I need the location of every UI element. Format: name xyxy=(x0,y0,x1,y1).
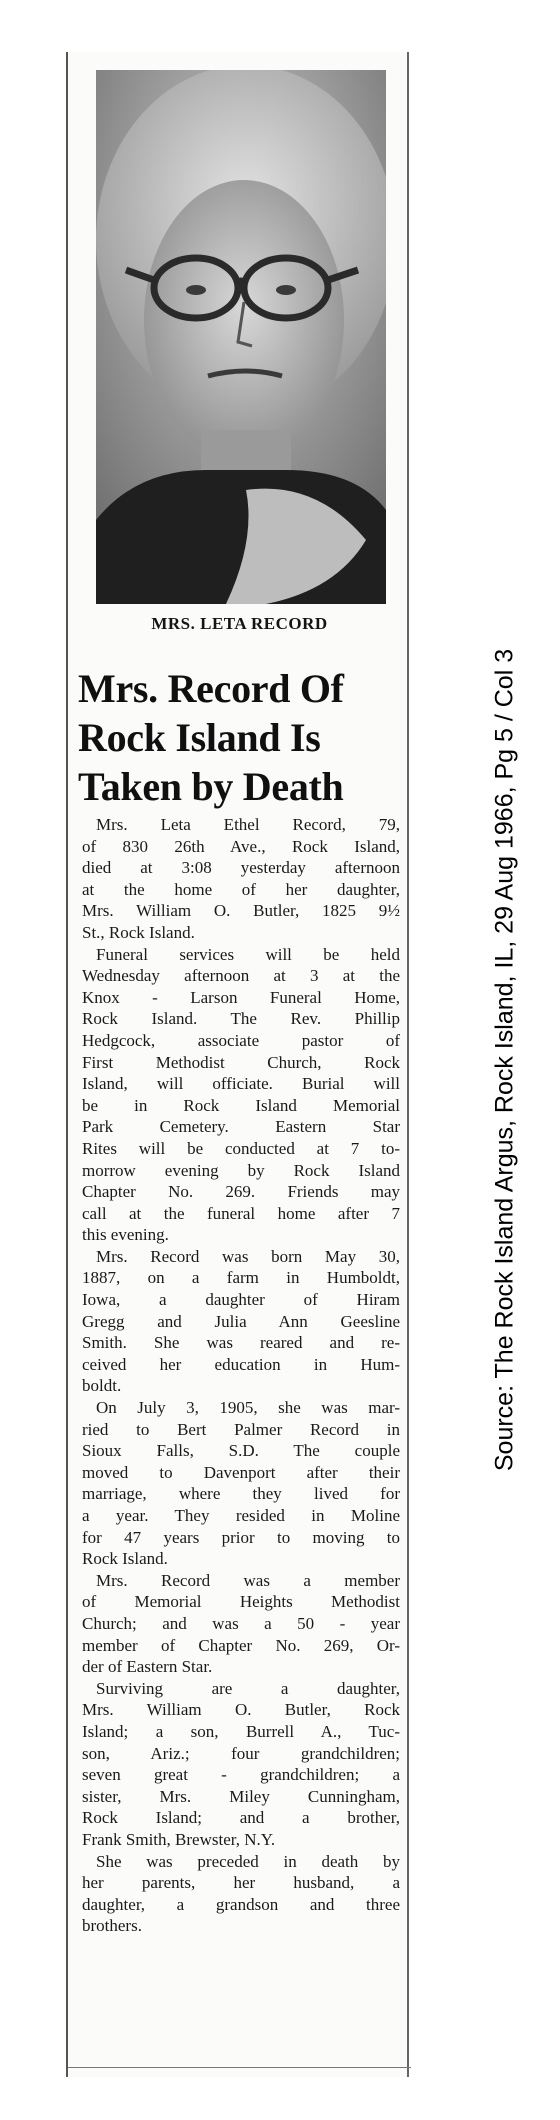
portrait-photo xyxy=(96,70,386,604)
article-line: this evening. xyxy=(82,1225,169,1245)
article-line: On July 3, 1905, she was mar- xyxy=(96,1398,400,1418)
article-line: seven great - grandchildren; a xyxy=(82,1765,400,1785)
article-line: Gregg and Julia Ann Geesline xyxy=(82,1311,400,1331)
article-line: Frank Smith, Brewster, N.Y. xyxy=(82,1829,276,1849)
article-line: ried to Bert Palmer Record in xyxy=(82,1419,400,1439)
headline-line: Mrs. Record Of xyxy=(78,666,344,711)
article-paragraph xyxy=(82,944,400,1246)
article-line: ceived her education in Hum- xyxy=(82,1354,400,1374)
article-paragraph xyxy=(82,1851,400,1937)
article-line: Mrs. Leta Ethel Record, 79, xyxy=(96,815,400,834)
article-line: Rock Island. The Rev. Phillip xyxy=(82,1009,400,1029)
article-line: First Methodist Church, Rock xyxy=(82,1052,400,1072)
article-line: Hedgcock, associate pastor of xyxy=(82,1030,400,1050)
article-paragraph xyxy=(82,1678,400,1851)
article-line: Knox - Larson Funeral Home, xyxy=(82,987,400,1007)
article-paragraph xyxy=(82,814,400,944)
article-line: daughter, a grandson and three xyxy=(82,1894,400,1914)
photo-caption: MRS. LETA RECORD xyxy=(151,614,328,633)
article-line: her parents, her husband, a xyxy=(82,1873,400,1893)
article-line: der of Eastern Star. xyxy=(82,1657,213,1677)
article-line: brothers. xyxy=(82,1916,142,1936)
article-paragraph xyxy=(82,1397,400,1570)
article-line: Wednesday afternoon at 3 at the xyxy=(82,966,400,986)
article-line: Island; a son, Burrell A., Tuc- xyxy=(82,1721,400,1741)
article-line: marriage, where they lived for xyxy=(82,1484,400,1504)
article-line: sister, Mrs. Miley Cunningham, xyxy=(82,1786,400,1806)
article-line: call at the funeral home after 7 xyxy=(82,1203,400,1223)
article-body xyxy=(82,814,400,1937)
article-line: be in Rock Island Memorial xyxy=(82,1095,400,1115)
article-line: Rock Island; and a brother, xyxy=(82,1808,400,1828)
article-paragraph xyxy=(82,1246,400,1397)
article-line: died at 3:08 yesterday afternoon xyxy=(82,858,400,878)
article-line: at the home of her daughter, xyxy=(82,879,400,899)
article-line: St., Rock Island. xyxy=(82,922,195,942)
newspaper-clipping xyxy=(66,52,409,2077)
article-line: Funeral services will be held xyxy=(96,944,400,964)
article-line: Sioux Falls, S.D. The couple xyxy=(82,1441,400,1461)
article-line: Island, will officiate. Burial will xyxy=(82,1074,400,1094)
headline xyxy=(78,664,408,811)
article-line: a year. They resided in Moline xyxy=(82,1506,400,1525)
article-line: She was preceded in death by xyxy=(96,1851,400,1871)
clipping-bottom-rule xyxy=(68,2067,411,2068)
headline-line: Rock Island Is xyxy=(78,715,321,760)
source-citation: Source: The Rock Island Argus, Rock Island, IL, 29 Aug 1966, Pg 5 / Col 3 xyxy=(490,648,519,1472)
article-line: for 47 years prior to moving to xyxy=(82,1527,400,1547)
article-line: Mrs. Record was a member xyxy=(96,1570,400,1590)
article-line: 1887, on a farm in Humboldt, xyxy=(82,1268,400,1288)
article-paragraph xyxy=(82,1570,400,1678)
article-line: boldt. xyxy=(82,1376,122,1396)
article-line: Rites will be conducted at 7 to- xyxy=(82,1138,400,1158)
article-line: Surviving are a daughter, xyxy=(96,1678,400,1698)
headline-line: Taken by Death xyxy=(78,764,344,809)
article-line: Mrs. William O. Butler, Rock xyxy=(82,1700,400,1720)
article-line: Church; and was a 50 - year xyxy=(82,1613,400,1633)
article-line: Park Cemetery. Eastern Star xyxy=(82,1117,400,1137)
article-line: son, Ariz.; four grandchildren; xyxy=(82,1743,400,1763)
article-line: Chapter No. 269. Friends may xyxy=(82,1182,400,1202)
article-line: moved to Davenport after their xyxy=(82,1462,400,1482)
article-line: Mrs. Record was born May 30, xyxy=(96,1246,400,1266)
article-line: Smith. She was reared and re- xyxy=(82,1333,400,1353)
article-line: Iowa, a daughter of Hiram xyxy=(82,1290,400,1310)
article-line: member of Chapter No. 269, Or- xyxy=(82,1635,400,1655)
article-line: morrow evening by Rock Island xyxy=(82,1160,400,1180)
article-line: Mrs. William O. Butler, 1825 9½ xyxy=(82,901,400,921)
article-line: of Memorial Heights Methodist xyxy=(82,1592,400,1612)
article-line: of 830 26th Ave., Rock Island, xyxy=(82,836,400,856)
article-line: Rock Island. xyxy=(82,1549,168,1569)
